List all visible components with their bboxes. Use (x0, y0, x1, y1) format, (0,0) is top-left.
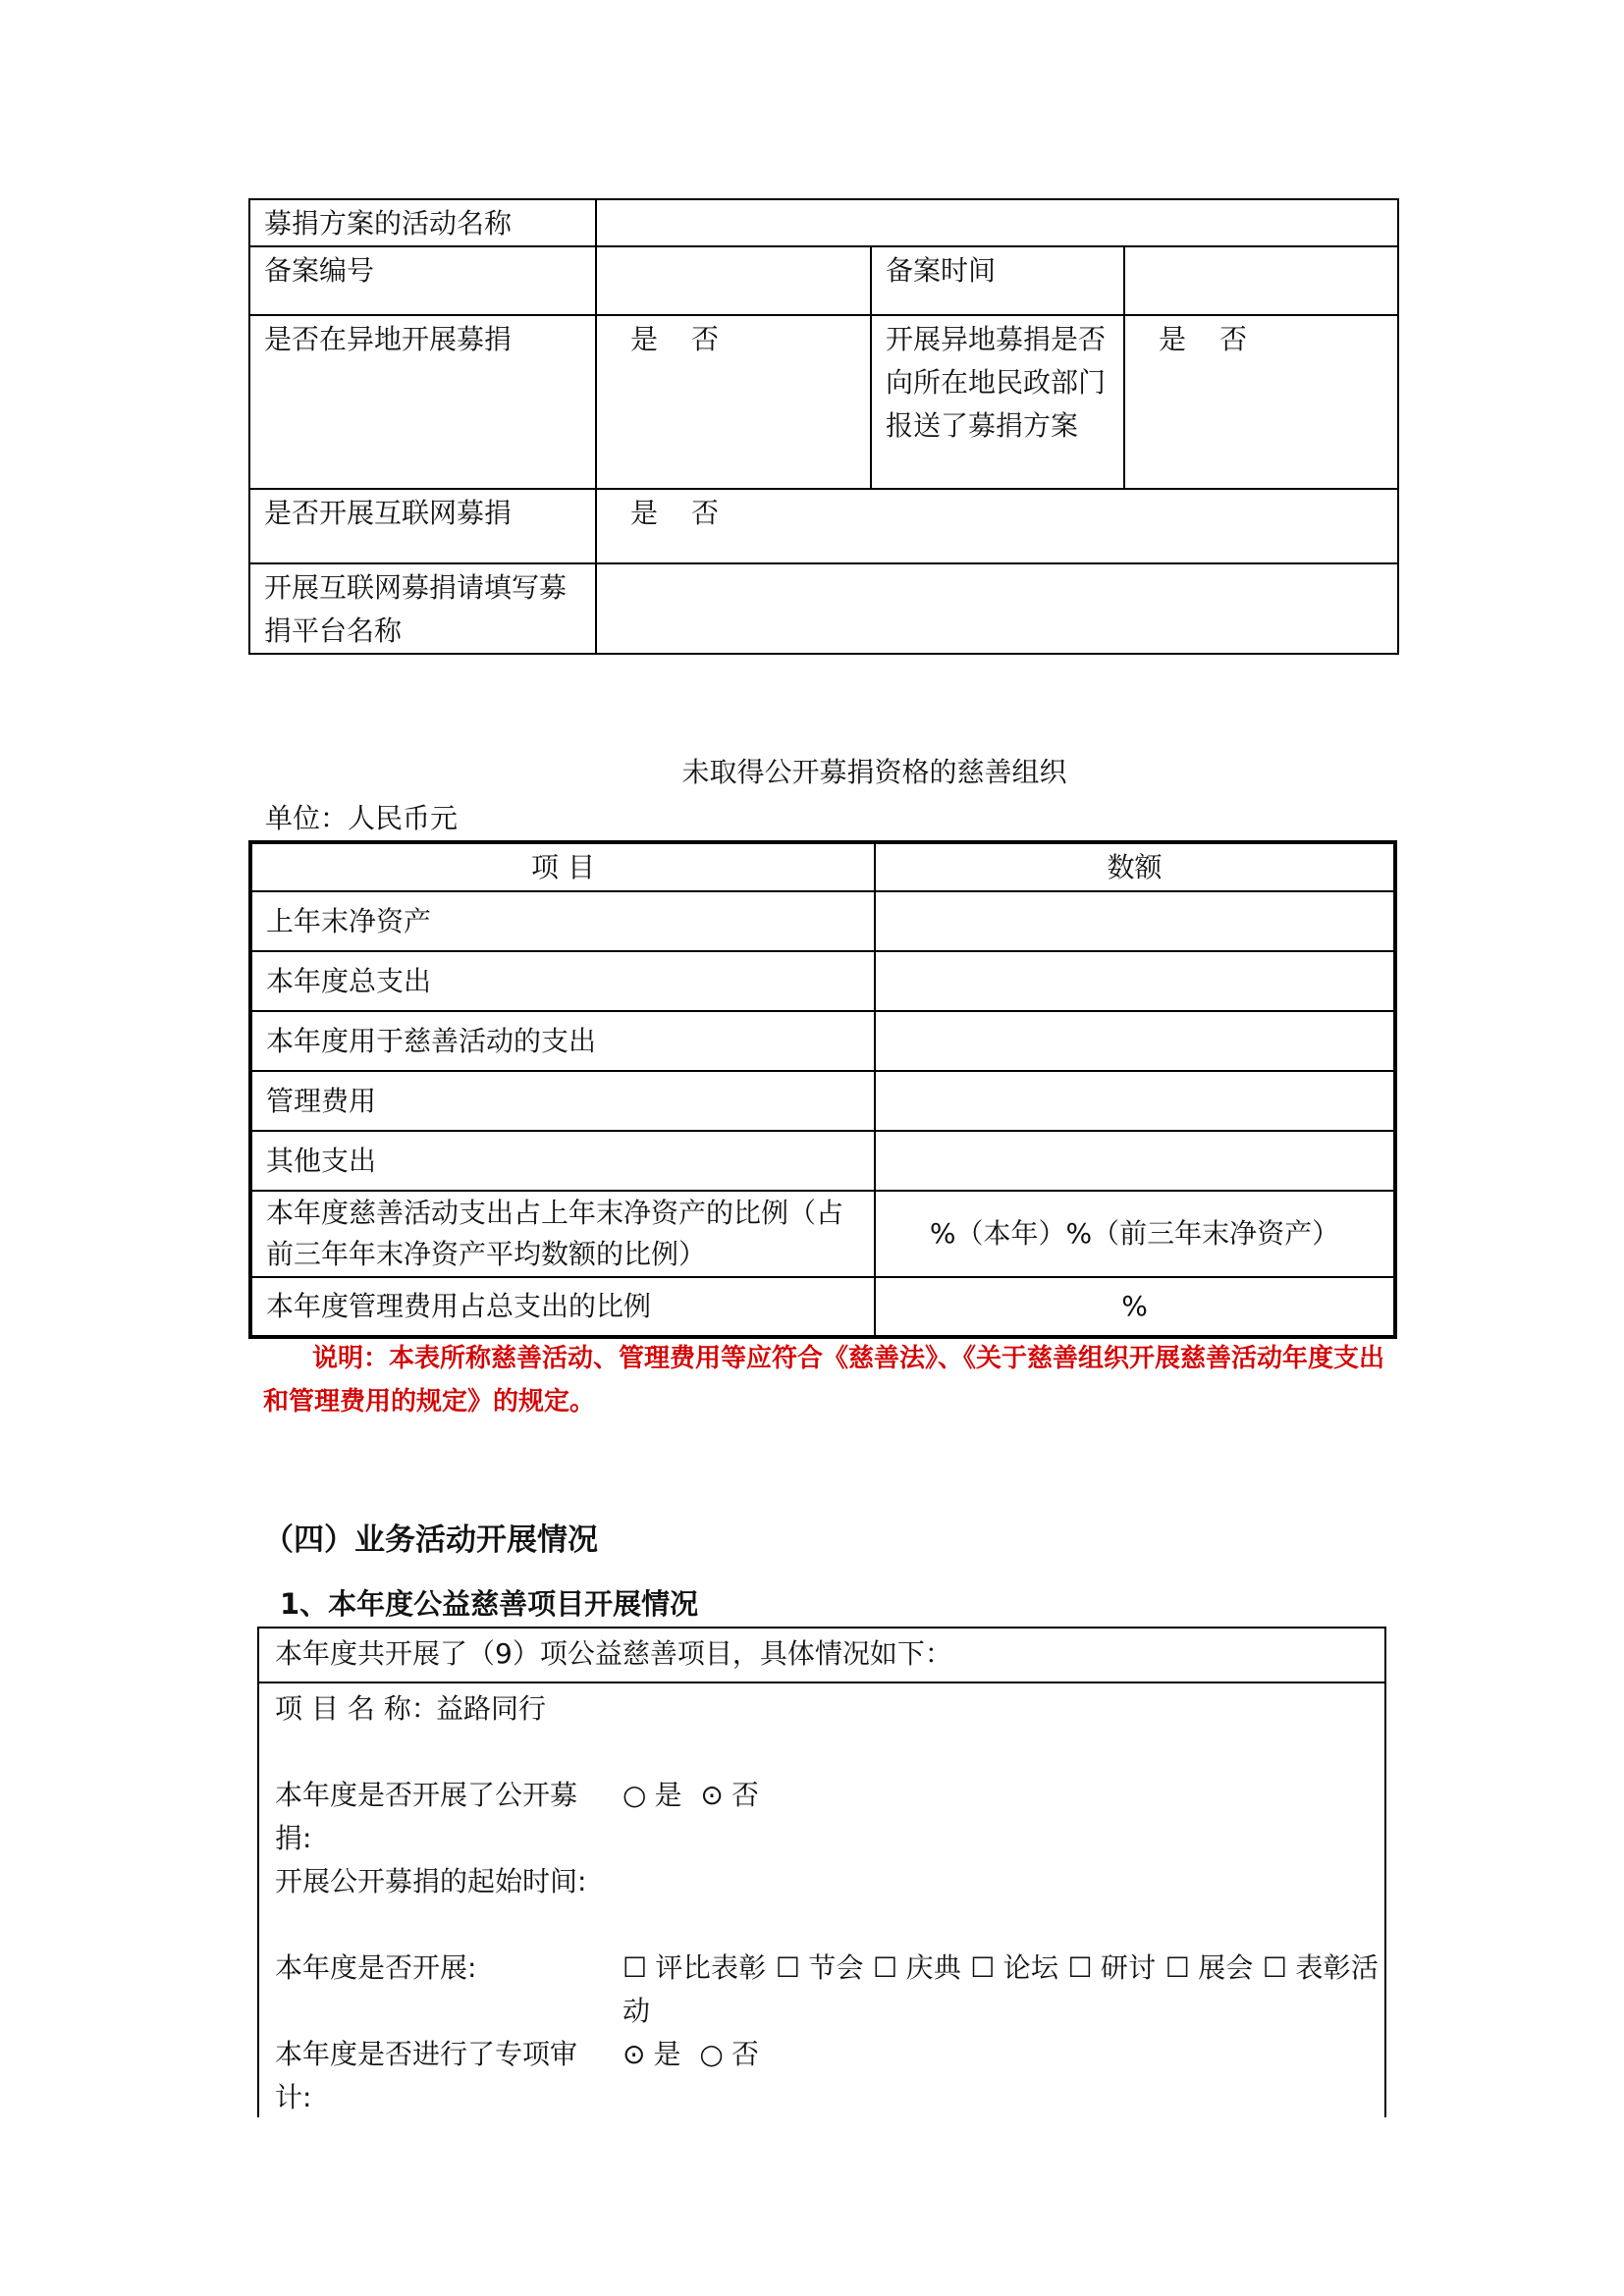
row-item: 其他支出 (250, 1131, 875, 1191)
option-yes: 是 (653, 2038, 681, 2070)
row-value[interactable] (875, 891, 1395, 951)
header-item: 项 目 (250, 842, 875, 891)
public-fundraising-options[interactable] (623, 1774, 1379, 1817)
activities-label: 本年度是否开展: (275, 1951, 477, 1984)
option-label: 庆典 (905, 1951, 962, 1984)
checkbox-icon[interactable]: ☐ (775, 1951, 800, 1984)
offsite-report-options[interactable] (1124, 315, 1398, 489)
record-no-label: 备案编号 (249, 246, 596, 315)
row-item: 本年度管理费用占总支出的比例 (250, 1277, 875, 1337)
option-label: 展会 (1197, 1951, 1254, 1984)
option-no[interactable]: 否 (691, 497, 720, 529)
offsite-label: 是否在异地开展募捐 (249, 315, 596, 489)
option-yes: 是 (654, 1779, 682, 1811)
option-no[interactable]: 否 (691, 323, 720, 355)
option-yes[interactable]: 是 (630, 497, 659, 529)
row-value[interactable] (875, 1011, 1395, 1071)
option-label: 论坛 (1002, 1951, 1059, 1984)
checkbox-icon[interactable]: ☐ (623, 1951, 648, 1984)
offsite-options[interactable] (596, 315, 871, 489)
note-text: 说明：本表所称慈善活动、管理费用等应符合《慈善法》、《关于慈善组织开展慈善活动年度支出和管理费用的规定》的规定。 (263, 1344, 1385, 1416)
fundraising-plan-table (248, 198, 1399, 655)
radio-empty-icon[interactable]: ○ (699, 2038, 724, 2070)
radio-selected-icon[interactable]: ⊙ (623, 2038, 646, 2070)
row-item: 本年度慈善活动支出占上年末净资产的比例（占前三年年末净资产平均数额的比例） (250, 1191, 875, 1277)
checkbox-icon[interactable]: ☐ (1164, 1951, 1190, 1984)
project-box (257, 1627, 1386, 2117)
table2-caption: 未取得公开募捐资格的慈善组织 (681, 756, 1067, 788)
public-fundraising-label: 本年度是否开展了公开募捐: (275, 1779, 578, 1854)
record-time-value[interactable] (1124, 246, 1398, 315)
option-no: 否 (731, 1779, 759, 1811)
checkbox-icon[interactable]: ☐ (1067, 1951, 1093, 1984)
option-label: 表彰活动 (623, 1951, 1379, 2027)
activity-name-label: 募捐方案的活动名称 (249, 199, 596, 246)
checkbox-icon[interactable]: ☐ (970, 1951, 996, 1984)
row-value[interactable] (875, 951, 1395, 1011)
audit-options[interactable] (623, 2033, 1379, 2076)
internet-label: 是否开展互联网募捐 (249, 489, 596, 563)
record-time-label: 备案时间 (871, 246, 1124, 315)
option-label: 评比表彰 (655, 1951, 767, 1984)
option-no[interactable]: 否 (1219, 323, 1248, 355)
option-no: 否 (731, 2038, 759, 2070)
radio-empty-icon[interactable]: ○ (623, 1779, 647, 1811)
checkbox-icon[interactable]: ☐ (873, 1951, 898, 1984)
row-value[interactable]: %（本年）%（前三年末净资产） (875, 1191, 1395, 1277)
row-item: 上年末净资产 (250, 891, 875, 951)
section-title: （四）业务活动开展情况 (263, 1522, 598, 1558)
row-item: 本年度总支出 (250, 951, 875, 1011)
offsite-report-label: 开展异地募捐是否向所在地民政部门报送了募捐方案 (871, 315, 1124, 489)
row-value[interactable]: % (875, 1277, 1395, 1337)
option-label: 研讨 (1100, 1951, 1157, 1984)
internet-options[interactable] (596, 489, 1398, 563)
row-value[interactable] (875, 1131, 1395, 1191)
checkbox-icon[interactable]: ☐ (1262, 1951, 1288, 1984)
row-item: 本年度用于慈善活动的支出 (250, 1011, 875, 1071)
platform-label: 开展互联网募捐请填写募捐平台名称 (249, 563, 596, 654)
option-label: 节会 (807, 1951, 864, 1984)
row-item: 管理费用 (250, 1071, 875, 1131)
audit-label: 本年度是否进行了专项审计: (275, 2038, 578, 2113)
record-no-value[interactable] (596, 246, 871, 315)
row-value[interactable] (875, 1071, 1395, 1131)
start-time-label: 开展公开募捐的起始时间: (275, 1865, 587, 1897)
option-yes[interactable]: 是 (630, 323, 659, 355)
project-name-value[interactable]: 益路同行 (436, 1692, 547, 1725)
expense-table (248, 840, 1397, 1339)
project-box-header: 本年度共开展了（9）项公益慈善项目，具体情况如下： (259, 1629, 1384, 1683)
platform-value[interactable] (596, 563, 1398, 654)
section-subtitle: 1、本年度公益慈善项目开展情况 (280, 1587, 699, 1621)
activities-options[interactable] (623, 1947, 1379, 2033)
option-yes[interactable]: 是 (1159, 323, 1187, 355)
table2-unit: 单位：人民币元 (265, 802, 459, 834)
radio-selected-icon[interactable]: ⊙ (700, 1779, 724, 1811)
project-name-label: 项 目 名 称： (275, 1692, 439, 1725)
activity-name-value[interactable] (596, 199, 1398, 246)
header-amount: 数额 (875, 842, 1395, 891)
